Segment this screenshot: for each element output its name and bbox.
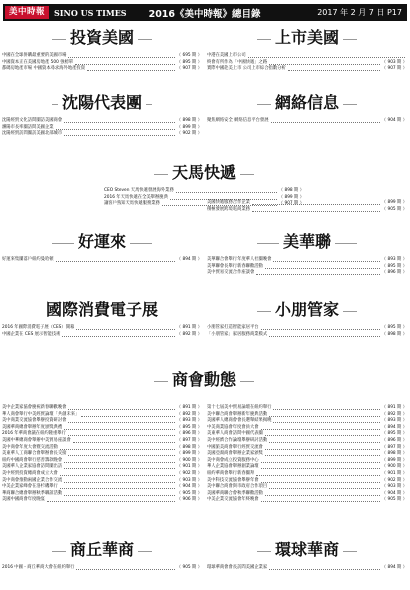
entry-page: （ 897 期 ） [176,437,202,443]
entry-text: 華人企業協會舉辦創業論壇 [207,464,259,470]
entry-page: （ 903 期 ） [176,477,202,483]
entry-text: 美東華人商會訪問中國代表團 [207,431,263,437]
section-title-text: 好運來 [74,232,130,251]
entry-page: （ 898 期 ） [381,331,407,337]
entry-page: （ 892 期 ） [176,331,202,337]
dot-leader [265,455,380,456]
entry-text: 美國中華總商會舉辦中美貿易座談會 [2,437,71,443]
dot-leader [273,409,379,410]
index-entry [207,207,407,214]
section-9 [207,300,407,338]
entry-text: 2016 中國・商丘華商大會在紐約舉行 [2,565,75,570]
page-date: 2017 年 2 月 7 日 P17 [317,8,402,17]
entry-text: 沈陽經貿訪問團訪美國北部城市 [2,131,63,137]
entry-page: （ 899 期 ） [176,124,202,130]
section-title [207,540,407,560]
section-1 [207,28,407,73]
section-title [207,300,407,320]
dot-leader [265,435,380,436]
dot-leader [261,429,380,430]
index-entry [2,438,202,445]
entry-page: （ 905 期 ） [176,565,202,570]
section-title [104,370,304,390]
index-entry [2,565,202,572]
section-12 [207,405,407,504]
entry-page: （ 905 期 ） [176,490,202,496]
entry-text: 美華聯會長舉行新春聯歡活動 [207,263,263,269]
entry-page: （ 904 期 ） [176,484,202,490]
dot-leader [269,336,380,337]
section-title [2,232,202,252]
dot-leader [68,455,174,456]
dot-leader [60,449,175,450]
entry-page: （ 894 期 ） [381,424,407,430]
dot-leader [76,329,174,330]
entry-text: 中國企業在 CES 展示智能技術 [2,331,61,337]
dot-leader [176,192,277,193]
dot-leader [47,501,175,502]
entry-text: 中美企業交流協會年終晚會 [207,497,259,503]
entry-text: 瀋陽市長率團訪問美國企業 [2,124,54,130]
section-title [104,163,304,183]
entry-text: 美國華人總商會會長選舉結果揭曉 [207,418,272,424]
index-entry [207,325,407,332]
entry-text: 中美企業家峰會在洛杉磯舉行 [2,484,58,490]
section-3 [207,93,407,125]
dot-leader [64,122,175,123]
entry-text: 紐約華商會舉行新春團拜 [207,470,255,476]
entry-page: （ 895 期 ） [176,59,202,65]
index-entry [2,118,202,125]
entry-page: （ 902 期 ） [176,470,202,476]
entry-text: 中國旅美商會舉行經貿交流會 [207,444,263,450]
dot-leader [64,462,175,463]
dot-leader [256,274,380,275]
entry-text: 積極發展跨境電商業務 [207,206,250,212]
dot-leader [64,495,175,496]
section-title-text: 沈陽代表團 [58,93,146,112]
entry-page: （ 898 期 ） [176,444,202,450]
entry-text: 小朋管家打造智能家居平台 [207,325,259,330]
entry-page: （ 892 期 ） [381,411,407,417]
index-entry [2,431,202,438]
dot-leader [261,329,380,330]
section-title [2,93,202,113]
entry-text: 2016 年華商會議在紐約隆重舉行 [2,431,66,437]
entry-page: （ 891 期 ） [176,325,202,330]
dot-leader [273,261,379,262]
entry-text: 環球華商會會長訪問美國企業家 [207,565,268,570]
entry-page: （ 897 期 ） [381,444,407,450]
index-entry [2,405,202,412]
entry-page: （ 907 期 ） [176,66,202,72]
entry-page: （ 902 期 ） [176,131,202,137]
index-entry [207,405,407,412]
entry-page: （ 896 期 ） [381,437,407,443]
entry-page: （ 898 期 ） [278,188,304,193]
dot-leader [76,569,174,570]
masthead-english: SINO US TIMES [54,7,127,18]
index-entry [2,332,202,339]
entry-text: 中國資本正在美國房地產 500 強榜單 [2,59,74,65]
entry-text: 美中經貿投資總商會成立大會 [2,470,58,476]
section-title-text: 環球華商 [271,540,343,559]
section-11 [2,405,202,504]
index-entry [2,451,202,458]
dot-leader [261,501,380,502]
dot-leader [56,129,175,130]
entry-page: （ 891 期 ） [381,405,407,410]
index-entry [207,66,407,73]
index-entry [2,497,202,504]
dot-leader [271,122,380,123]
section-title-text: 美華聯 [279,232,335,251]
index-entry [207,497,407,504]
entry-page: （ 894 期 ） [176,257,202,262]
index-entry [2,464,202,471]
entry-text: 美中商會推動兩國企業合作交流 [2,477,63,483]
dot-leader [252,211,380,212]
index-entry [207,257,407,264]
entry-text: 美國華人企業家協會訪問團出訪 [2,464,63,470]
index-entry [207,418,407,425]
dot-leader [68,57,174,58]
section-2 [2,93,202,138]
section-0 [2,28,202,73]
section-title-text: 網絡信息 [271,93,343,112]
dot-leader [75,64,175,65]
index-entry [207,464,407,471]
section-14 [207,540,407,572]
index-entry [2,325,202,332]
entry-text: 美中經濟合作論壇舉辦研討活動 [207,437,268,443]
dot-leader [248,57,405,58]
dot-leader [87,70,175,71]
section-title-text: 國際消費電子展 [42,300,162,319]
entry-page: （ 905 期 ） [381,206,407,212]
dot-leader [73,442,175,443]
index-entry [207,471,407,478]
entry-page: （ 899 期 ） [278,194,304,200]
entry-page: （ 907 期 ） [278,201,304,207]
entry-page: （ 891 期 ） [176,405,202,410]
entry-text: 中港在美國上市公司 [207,53,246,58]
dot-leader [252,204,380,205]
entry-page: （ 893 期 ） [381,257,407,262]
entry-text: 中美商業協會年度會員大會 [207,424,259,430]
section-title-text: 商會動態 [168,370,240,389]
dot-leader [269,488,380,489]
section-5 [207,200,407,213]
section-7 [207,232,407,277]
entry-text: 實際中國赴美上市 公司上市綜合指數分析 [207,66,286,72]
dot-leader [269,442,380,443]
entry-text: 都碼房地產市場 中國資本尋求海外地產投資 [2,66,86,72]
section-8 [2,300,202,338]
index-entry [2,131,202,138]
dot-leader [265,495,380,496]
index-entry [207,451,407,458]
masthead-logo: 美中時報 [5,6,49,19]
entry-text: 「小朋管家」家居服務商業模式 [207,331,268,337]
section-title-text: 上市美國 [271,28,343,47]
entry-text: 美國中國商會年度晚宴 [2,497,45,503]
entry-text: CEO Steven 天馬快遞發展海外業務 [104,188,174,193]
entry-page: （ 904 期 ） [381,490,407,496]
entry-text: 聚焦網絡安全 網絡信息平台發展 [207,118,269,123]
entry-text: 美中商會成立投資服務中心 [207,457,259,463]
dot-leader [64,468,175,469]
entry-page: （ 904 期 ） [381,118,407,123]
index-entry [207,332,407,339]
entry-text: 美中科技交流協會舉辦年會 [207,477,259,483]
index-entry [207,53,407,60]
entry-text: 美中商會年度大會暨交流活動 [2,444,58,450]
entry-page: （ 896 期 ） [381,270,407,276]
dot-leader [288,70,380,71]
dot-leader [64,429,175,430]
entry-page: （ 695 期 ） [176,53,202,58]
entry-page: （ 899 期 ） [176,451,202,457]
page-title: 2016《美中時報》總目錄 [148,8,261,20]
entry-text: 2016 年國際消費電子展（CES）開幕 [2,325,75,330]
index-entry [104,188,304,195]
section-10 [104,370,304,395]
entry-page: （ 893 期 ） [381,418,407,424]
section-title [2,540,202,560]
section-title-text: 小朋管家 [271,300,343,319]
dot-leader [64,482,175,483]
dot-leader [68,422,174,423]
dot-leader [68,435,175,436]
entry-text: 美中聯合商會與市政府合作項目 [207,484,268,490]
dot-leader [64,135,175,136]
index-entry [207,438,407,445]
entry-page: （ 894 期 ） [381,565,407,570]
section-title [2,28,202,48]
dot-leader [256,475,380,476]
entry-page: （ 899 期 ） [381,457,407,463]
dot-leader [265,449,380,450]
dot-leader [269,416,380,417]
entry-page: （ 903 期 ） [381,59,407,65]
entry-text: 美中貿易交流合作座談會 [207,270,255,276]
entry-page: （ 898 期 ） [176,118,202,123]
entry-text: 中國在全球併購最重要的美國市場 [2,53,67,58]
index-entry [207,118,407,125]
dot-leader [68,409,174,410]
entry-text: 美東華人工商聯合會舉辦會長交接 [2,451,67,457]
dot-leader [273,422,379,423]
section-title [207,93,407,113]
entry-text: 沈陽經貿文化訪問團訪美國商會 [2,118,63,123]
dot-leader [261,462,380,463]
entry-page: （ 900 期 ） [381,464,407,470]
index-entry [2,471,202,478]
entry-text: 美中企業家協會慶祝新春聯歡晚會 [2,405,67,410]
dot-leader [56,261,175,262]
entry-page: （ 893 期 ） [176,418,202,424]
index-entry [2,257,202,264]
dot-leader [269,64,380,65]
dot-leader [261,482,380,483]
entry-page: （ 901 期 ） [381,470,407,476]
entry-page: （ 900 期 ） [176,457,202,463]
section-13 [2,540,202,572]
section-6 [2,232,202,264]
entry-text: 2016 年天馬快遞在全美舉辦慶典 [104,194,168,200]
section-title-text: 商丘華商 [66,540,138,559]
entry-page: （ 907 期 ） [381,66,407,72]
dot-leader [261,468,380,469]
entry-page: （ 903 期 ） [381,484,407,490]
entry-page: （ 895 期 ） [381,325,407,330]
dot-leader [269,569,380,570]
entry-text: 華人商會舉行中美經貿論壇「共創未來」 [2,411,80,417]
page-header [3,4,407,21]
index-entry [207,431,407,438]
index-entry [2,53,202,60]
entry-text: 美國華商總會舉辦年度頒獎典禮 [2,424,63,430]
entry-page: （ 899 期 ） [381,200,407,205]
index-entry [2,418,202,425]
dot-leader [60,475,175,476]
section-title-text: 投資美國 [66,28,138,47]
section-title-text: 天馬快遞 [168,163,240,182]
entry-text: 好運來集團落戶紐約曼哈頓 [2,257,54,262]
dot-leader [81,416,174,417]
entry-page: （ 898 期 ） [381,451,407,457]
section-title [207,232,407,252]
entry-page: （ 896 期 ） [176,431,202,437]
section-title [2,300,202,320]
entry-page: （ 895 期 ） [381,431,407,437]
section-title [207,28,407,48]
entry-text: 美中商業交流協會舉辦投資研討會 [2,418,67,424]
entry-text: 第十七屆美中貿易論壇在紐約舉行 [207,405,272,410]
entry-text: 讓客戶熟知天馬快遞服務業務 [104,201,160,207]
dot-leader [60,488,175,489]
entry-text: 美國華商聯合會秋季聯歡活動 [207,490,263,496]
index-entry [2,484,202,491]
dot-leader [265,268,380,269]
index-entry [207,200,407,207]
entry-page: （ 892 期 ） [176,411,202,417]
entry-text: 美華聯合會舉行年度華人社團晚會 [207,257,272,262]
entry-text: 終會有所作為「中國快遞」之路 [207,59,268,65]
index-entry [2,66,202,73]
index-entry [207,565,407,572]
index-entry [207,270,407,277]
entry-text: 美國快遞服務合作企業 [207,200,250,205]
entry-page: （ 895 期 ） [176,424,202,430]
entry-text: 美中聯合商會舉辦新年慶典活動 [207,411,268,417]
entry-text: 紐約中國商會舉行慈善籌款晚會 [2,457,63,463]
entry-text: 華商聯合總會舉辦秋季聯誼活動 [2,490,63,496]
entry-page: （ 901 期 ） [176,464,202,470]
entry-text: 美國亞裔商會舉辦企業家頒獎 [207,451,263,457]
dot-leader [62,336,174,337]
index-entry [207,484,407,491]
entry-page: （ 902 期 ） [381,477,407,483]
entry-page: （ 905 期 ） [381,497,407,503]
entry-page: （ 906 期 ） [176,497,202,503]
entry-page: （ 895 期 ） [381,263,407,269]
